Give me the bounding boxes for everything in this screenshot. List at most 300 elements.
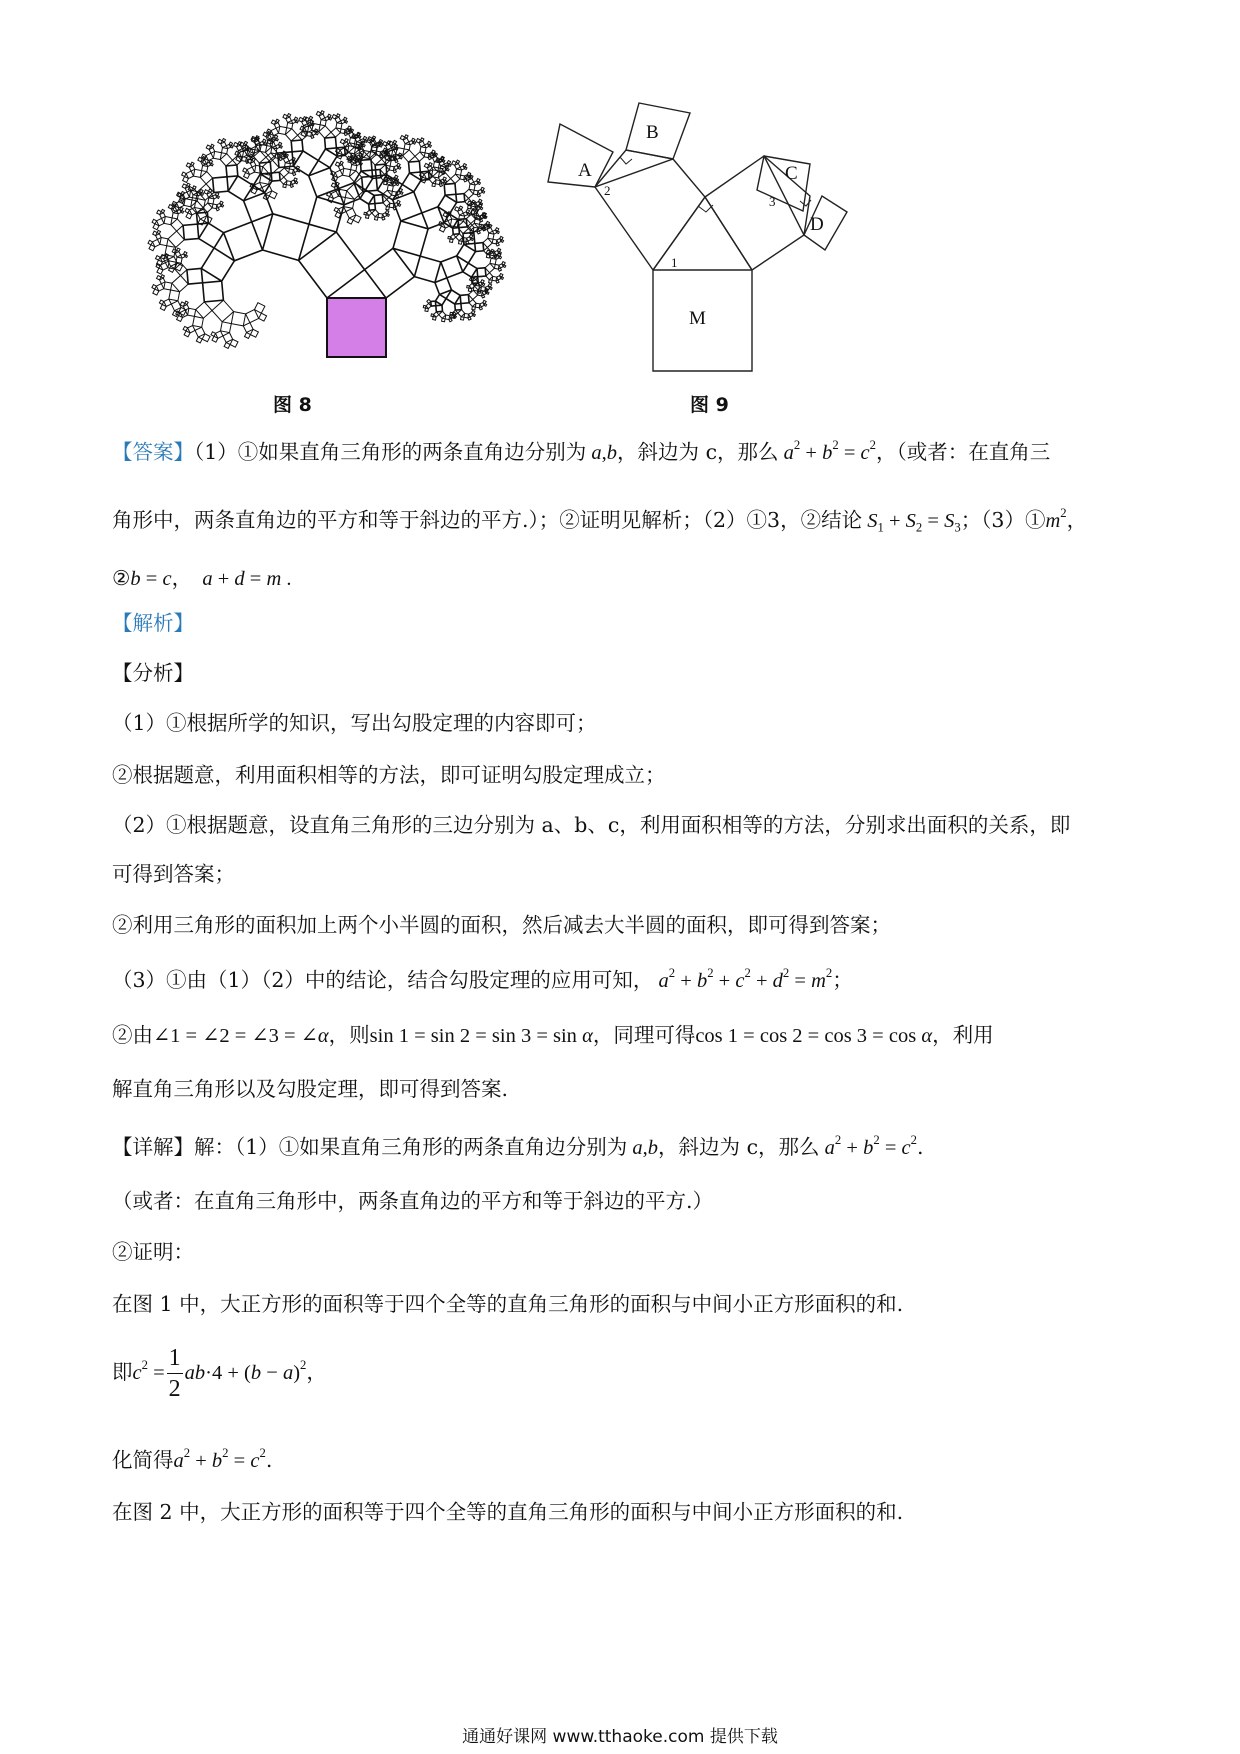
- figures-svg: [0, 0, 1240, 420]
- tree-square: [222, 139, 225, 142]
- pythagoras-tree-figure: [148, 111, 506, 357]
- detail-label: 【详解】: [112, 1135, 194, 1159]
- tree-square: [312, 124, 320, 132]
- tree-square: [503, 265, 506, 268]
- tree-square: [468, 288, 472, 292]
- tree-square: [471, 210, 476, 215]
- label-d: D: [810, 214, 824, 235]
- tree-square: [380, 165, 389, 174]
- tree-square: [246, 310, 259, 323]
- math-ab: a: [586, 442, 602, 464]
- tree-square: [332, 115, 337, 120]
- tree-square: [328, 114, 331, 117]
- tree-square: [435, 295, 446, 306]
- tree-square: [153, 231, 157, 236]
- tree-square: [497, 248, 500, 251]
- tree-square: [457, 244, 476, 263]
- detail-line-5: 即$c^2$ = $\frac{1}{2}$ $ab\cdot 4 + (b - a)^2$，: [112, 1345, 327, 1402]
- tree-square: [182, 184, 187, 189]
- tree-square: [433, 317, 437, 321]
- tree-square: [152, 285, 157, 290]
- tree-square: [400, 136, 405, 141]
- tree-square: [397, 163, 400, 166]
- tree-square: [229, 142, 232, 145]
- tree-square: [456, 160, 459, 163]
- label-a: A: [578, 160, 592, 181]
- tree-square: [389, 141, 394, 146]
- tree-square: [278, 142, 281, 145]
- tree-square: [487, 292, 490, 295]
- fig9-caption: 图 9: [690, 394, 729, 416]
- detail-line-2: （或者：在直角三角形中，两条直角边的平方和等于斜边的平方.）: [112, 1189, 714, 1213]
- tree-square: [402, 173, 421, 192]
- tree-square: [212, 300, 234, 322]
- tree-square: [290, 184, 293, 187]
- tree-square: [463, 164, 466, 167]
- tree-square: [482, 295, 485, 298]
- tree-square: [345, 121, 348, 124]
- tree-square: [492, 276, 497, 281]
- tree-square: [481, 280, 484, 283]
- tree-square: [387, 214, 390, 217]
- tree-square: [469, 235, 472, 238]
- tree-square: [439, 183, 442, 186]
- analysis-label-line: [112, 608, 1142, 638]
- tree-square: [477, 179, 480, 182]
- tree-square: [329, 118, 332, 121]
- tree-square: [435, 278, 452, 295]
- tree-square: [464, 313, 469, 318]
- tree-square: [169, 266, 175, 272]
- tree-square: [216, 208, 219, 211]
- tree-square: [474, 276, 477, 279]
- tree-square: [296, 121, 299, 124]
- tree-square: [382, 217, 385, 220]
- tree-square: [169, 290, 180, 301]
- tree-square: [429, 163, 432, 166]
- tree-square: [325, 137, 337, 149]
- tree-square: [479, 204, 482, 207]
- tree-square: [221, 322, 232, 333]
- tree-square: [409, 161, 421, 173]
- tree-square: [309, 116, 312, 119]
- tree-square: [235, 151, 240, 156]
- tree-square: [497, 231, 500, 234]
- tree-square: [482, 283, 485, 286]
- tree-square: [197, 209, 207, 219]
- tree-square: [484, 304, 487, 307]
- tree-square: [479, 199, 482, 202]
- tree-square: [336, 182, 339, 185]
- tree-square: [204, 190, 209, 194]
- tree-square: [185, 208, 190, 213]
- tree-square: [168, 205, 173, 210]
- tree-square: [180, 207, 183, 210]
- tree-square: [442, 318, 446, 322]
- tree-square: [366, 215, 370, 219]
- tree-square: [374, 195, 383, 204]
- tree-square: [488, 284, 491, 287]
- tree-square: [404, 144, 410, 150]
- tree-square: [483, 300, 486, 303]
- tree-square: [165, 246, 176, 257]
- fig8-caption: 图 8: [273, 394, 312, 416]
- tree-square: [389, 203, 394, 208]
- tree-square: [360, 159, 372, 171]
- tree-square: [496, 243, 499, 246]
- tree-square: [400, 192, 403, 195]
- tree-square: [228, 176, 253, 201]
- tree-square: [447, 161, 450, 164]
- tree-square: [464, 189, 473, 198]
- tree-square: [443, 177, 446, 180]
- tree-square: [456, 194, 465, 203]
- tree-square: [224, 222, 263, 261]
- tree-square: [318, 149, 337, 168]
- tree-square: [432, 183, 435, 186]
- tree-square: [157, 230, 160, 233]
- tree-square: [450, 239, 454, 243]
- tree-square: [469, 300, 476, 307]
- tree-square: [263, 139, 266, 142]
- tree-square: [196, 337, 202, 343]
- tree-square: [279, 126, 287, 134]
- tree-square: [212, 204, 217, 209]
- tree-square: [481, 187, 484, 190]
- tree-square: [459, 241, 463, 245]
- tree-square: [340, 139, 345, 144]
- tree-square: [280, 177, 287, 184]
- tree-square: [467, 201, 472, 206]
- tree-square: [276, 119, 279, 122]
- label-c: C: [785, 163, 798, 184]
- tree-square: [477, 231, 480, 234]
- detail-line-1: 【详解】解：（1）①如果直角三角形的两条直角边分别为 a,b，斜边为 c，那么 $a^2 + b^2 = c^2$.: [112, 1132, 924, 1159]
- tree-square: [181, 211, 184, 214]
- tree-square: [184, 199, 192, 207]
- tree-square: [395, 175, 398, 178]
- tree-square: [398, 204, 401, 207]
- tree-square: [187, 268, 203, 284]
- tree-square: [463, 263, 477, 277]
- label-angle-1: 1: [671, 255, 678, 270]
- tree-square: [319, 126, 331, 138]
- tree-square: [289, 169, 294, 174]
- tree-square: [186, 163, 191, 168]
- tree-square: [156, 256, 161, 261]
- tree-square: [424, 163, 429, 168]
- detail-line-6: 化简得$a^2 + b^2 = c^2$.: [112, 1445, 273, 1472]
- tree-square: [436, 305, 443, 312]
- tree-square: [164, 217, 172, 225]
- tree-square: [429, 145, 432, 148]
- tree-square: [243, 168, 247, 173]
- tree-square: [271, 120, 276, 125]
- tree-square: [321, 111, 324, 114]
- tree-square: [285, 129, 297, 141]
- tree-square: [320, 120, 326, 126]
- tree-square: [226, 165, 238, 177]
- tree-square: [414, 256, 440, 282]
- tree-square: [432, 150, 435, 153]
- tree-square: [396, 148, 404, 156]
- tree-square: [294, 178, 297, 181]
- tree-square: [416, 139, 421, 143]
- tree-square: [199, 223, 224, 248]
- tree-square: [220, 154, 232, 166]
- tree-square: [213, 151, 221, 159]
- tree-square: [477, 194, 480, 197]
- tree-square: [336, 149, 341, 153]
- tree-square: [488, 233, 494, 239]
- tree-square: [184, 252, 187, 255]
- tree-square: [475, 303, 480, 308]
- tree-square: [198, 157, 203, 162]
- tree-square: [479, 307, 482, 310]
- tree-square: [473, 190, 478, 195]
- tree-square: [498, 253, 501, 256]
- tree-square: [340, 161, 343, 164]
- tree-square: [276, 138, 279, 141]
- tree-square: [283, 184, 286, 188]
- left-sub-triangle: [595, 150, 673, 187]
- tree-square: [383, 200, 390, 207]
- tree-square: [396, 183, 399, 186]
- tree-square: [420, 173, 425, 178]
- tree-square: [252, 158, 255, 161]
- tree-square: [337, 114, 340, 117]
- tree-square: [393, 170, 396, 173]
- tree-square: [183, 224, 199, 240]
- tree-square: [335, 162, 340, 167]
- detail-line-3: ②证明：: [112, 1240, 194, 1264]
- tree-square: [467, 286, 470, 289]
- tree-square: [389, 166, 394, 171]
- tree-square: [467, 172, 470, 175]
- tree-square: [425, 308, 429, 311]
- answer-line-3: ②b = c， a + d = m .: [112, 566, 292, 590]
- tree-square: [279, 168, 288, 177]
- tree-square: [201, 248, 234, 281]
- tree-square: [231, 146, 234, 149]
- tree-square: [369, 204, 376, 211]
- tree-square: [405, 135, 408, 138]
- tree-square: [393, 221, 428, 256]
- tree-square: [291, 140, 303, 152]
- tree-square: [217, 196, 220, 199]
- tree-square: [448, 236, 451, 239]
- math-angles: ∠1 = ∠2 = ∠3 = ∠α: [153, 1025, 329, 1047]
- tree-square: [501, 240, 504, 243]
- tree-square: [187, 183, 190, 186]
- detail-line-4: 在图 1 中，大正方形的面积等于四个全等的直角三角形的面积与中间小正方形面积的和.: [112, 1292, 904, 1316]
- base-square: [327, 298, 386, 357]
- tree-square: [500, 236, 503, 239]
- tree-square: [345, 139, 348, 142]
- answer-line-2: 角形中，两条直角边的平方和等于斜边的平方.）；②证明见解析；（2）①3，②结论 $S_1 + S_2 = S_3$；$(3)①m^2$，: [112, 505, 1088, 535]
- tree-square: [259, 313, 267, 321]
- tree-square: [327, 192, 332, 197]
- tree-square: [455, 304, 462, 311]
- tree-square: [161, 275, 164, 278]
- analysis-p1: （1）①根据所学的知识，写出勾股定理的内容即可；: [112, 711, 597, 735]
- tree-square: [469, 184, 475, 190]
- tree-square: [211, 332, 216, 337]
- tree-square: [157, 210, 162, 215]
- tree-square: [211, 163, 214, 166]
- tree-square: [364, 212, 367, 215]
- tree-square: [378, 213, 383, 218]
- analysis-p2: ②根据题意，利用面积相等的方法，即可证明勾股定理成立；: [112, 763, 666, 787]
- math-pythagoras: $a^2 + b^2 = c^2$: [778, 437, 876, 464]
- tree-square: [472, 311, 475, 314]
- tree-square: [424, 153, 429, 158]
- tree-square: [157, 276, 162, 280]
- tree-square: [372, 210, 379, 217]
- tree-square: [496, 280, 499, 283]
- math-sines: sin 1 = sin 2 = sin 3 = sin α: [369, 1025, 593, 1047]
- tree-square: [471, 238, 474, 241]
- tree-square: [244, 141, 247, 144]
- analysis-p7: 解直角三角形以及勾股定理，即可得到答案.: [112, 1077, 509, 1101]
- tree-square: [451, 174, 460, 183]
- label-angle-2: 2: [604, 183, 611, 198]
- tree-square: [449, 319, 452, 322]
- tree-square: [148, 240, 153, 245]
- tree-square: [473, 314, 476, 317]
- tree-square: [243, 323, 253, 333]
- tree-square: [206, 145, 211, 150]
- tree-square: [441, 256, 463, 278]
- tree-square: [428, 141, 431, 144]
- detail-line-7: 在图 2 中，大正方形的面积等于四个全等的直角三角形的面积与中间小正方形面积的和.: [112, 1500, 904, 1524]
- tree-square: [492, 239, 497, 244]
- tree-square: [383, 142, 388, 147]
- tree-square: [498, 268, 501, 271]
- tree-square: [295, 181, 298, 184]
- tree-square: [316, 111, 321, 116]
- tree-square: [344, 117, 347, 120]
- tree-square: [200, 172, 212, 184]
- page-footer: 通通好课网 www.tthaoke.com 提供下载: [462, 1727, 778, 1747]
- tree-square: [299, 232, 365, 298]
- tree-square: [211, 144, 214, 147]
- tree-square: [222, 148, 228, 154]
- pythagoras-squares-figure: [548, 103, 847, 371]
- tree-square: [202, 166, 208, 172]
- tree-square: [351, 165, 357, 171]
- tree-square: [293, 172, 296, 175]
- tree-square: [287, 123, 293, 129]
- tree-square: [460, 295, 469, 304]
- math-area-eq: $c^2$ =: [132, 1357, 165, 1384]
- tree-square: [482, 191, 485, 194]
- tree-square: [486, 273, 493, 280]
- tree-square: [336, 123, 342, 129]
- tree-square: [500, 274, 503, 277]
- tree-square: [309, 197, 344, 232]
- tree-square: [182, 172, 187, 177]
- tree-square: [234, 142, 238, 147]
- tree-square: [259, 144, 267, 152]
- tree-square: [161, 209, 164, 212]
- label-m: M: [689, 308, 706, 329]
- tree-square: [423, 305, 426, 308]
- answer-label: 【答案】: [112, 440, 194, 464]
- tree-square: [375, 217, 379, 221]
- tree-square: [446, 290, 460, 304]
- math-s-relation: $S_1 + S_2 = S_3$: [862, 510, 961, 535]
- tree-square: [177, 248, 180, 251]
- tree-square: [340, 129, 345, 134]
- analysis-p4: ②利用三角形的面积加上两个小半圆的面积，然后减去大半圆的面积，即可得到答案；: [112, 913, 891, 937]
- tree-square: [299, 117, 304, 122]
- fenxi-line: 【分析】: [112, 661, 194, 685]
- tree-square: [193, 316, 204, 327]
- tree-square: [185, 255, 188, 258]
- tree-square: [220, 201, 223, 204]
- tree-square: [159, 300, 163, 305]
- tree-square: [365, 248, 415, 298]
- tree-square: [403, 150, 415, 162]
- label-b: B: [646, 122, 659, 143]
- tree-square: [196, 302, 212, 318]
- tree-square: [255, 165, 263, 173]
- main-triangle: [653, 197, 752, 270]
- tree-square: [208, 198, 214, 204]
- tree-square: [287, 114, 290, 117]
- tree-square: [483, 238, 492, 247]
- tree-square: [449, 164, 452, 167]
- tree-square: [398, 167, 401, 170]
- tree-square: [371, 138, 374, 141]
- tree-square: [499, 256, 502, 259]
- tree-square: [447, 168, 450, 171]
- figures-area: [0, 0, 1240, 420]
- tree-square: [191, 162, 194, 165]
- tree-square: [468, 213, 471, 216]
- math-simplified: $a^2 + b^2 = c^2$: [173, 1445, 266, 1472]
- tree-square: [180, 302, 185, 307]
- tree-square: [495, 228, 498, 231]
- tree-square: [224, 343, 230, 349]
- tree-square: [331, 128, 340, 137]
- tree-square: [349, 138, 355, 144]
- tree-square: [294, 117, 297, 120]
- tree-square: [223, 333, 233, 343]
- tree-square: [188, 308, 196, 316]
- tree-square: [435, 180, 440, 185]
- math-cosines: cos 1 = cos 2 = cos 3 = cos α: [695, 1025, 933, 1047]
- tree-square: [468, 317, 471, 320]
- square-left-large: [595, 159, 705, 270]
- tree-square: [395, 159, 398, 162]
- tree-square: [245, 333, 251, 339]
- tree-square: [201, 193, 204, 196]
- tree-square: [461, 317, 465, 320]
- tree-square: [443, 213, 448, 217]
- analysis-p3a: （2）①根据题意，设直角三角形的三边分别为 a、b、c，利用面积相等的方法，分别求出面积的关系，即: [112, 813, 1071, 837]
- tree-square: [477, 268, 486, 277]
- tree-square: [347, 218, 353, 224]
- tree-square: [183, 326, 188, 331]
- tree-square: [412, 138, 415, 141]
- tree-square: [355, 144, 360, 149]
- tree-square: [283, 114, 288, 119]
- tree-square: [445, 315, 450, 320]
- tree-square: [213, 177, 229, 193]
- tree-square: [286, 181, 291, 186]
